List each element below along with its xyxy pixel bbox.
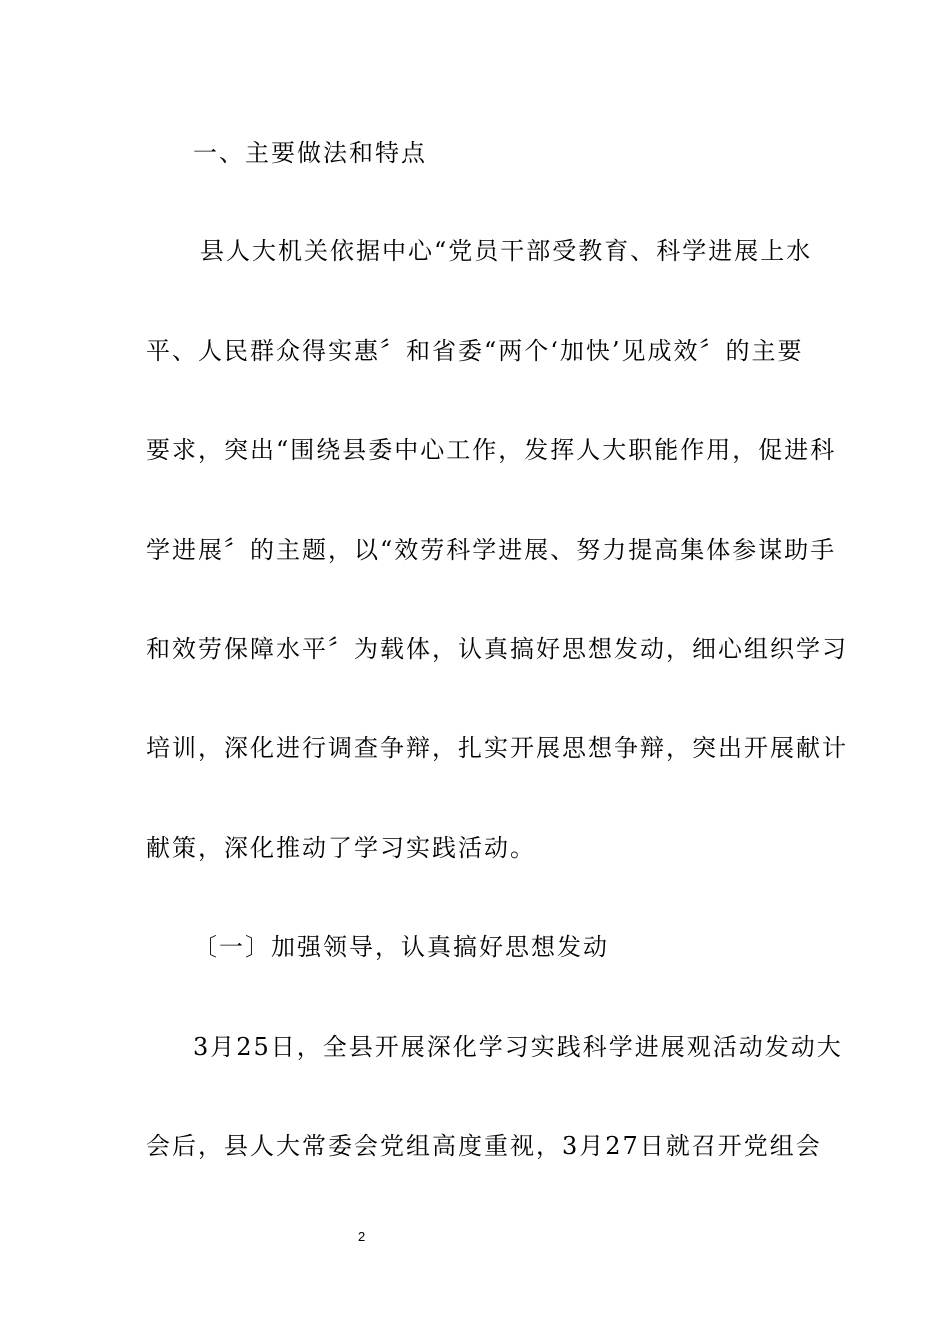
paragraph-line: 培训，深化进行调查争辩，扎实开展思想争辩，突出开展献计 xyxy=(146,734,848,762)
paragraph-line: 会后，县人大常委会党组高度重视，3月27日就召开党组会 xyxy=(146,1132,822,1160)
paragraph-line: 平、人民群众得实惠〞和省委“两个‘加快’见成效〞的主要 xyxy=(146,337,804,365)
paragraph-line: 和效劳保障水平〞为载体，认真搞好思想发动，细心组织学习 xyxy=(146,635,848,663)
subsection-heading: 〔一〕加强领导，认真搞好思想发动 xyxy=(193,933,609,961)
page-number: 2 xyxy=(358,1229,366,1244)
paragraph-line: 要求，突出“围绕县委中心工作，发挥人大职能作用，促进科 xyxy=(146,436,837,464)
paragraph-line: 3月25日，全县开展深化学习实践科学进展观活动发动大 xyxy=(193,1033,843,1061)
paragraph-line: 学进展〞的主题，以“效劳科学进展、努力提高集体参谋助手 xyxy=(146,536,837,564)
paragraph-line: 献策，深化推动了学习实践活动。 xyxy=(146,834,536,862)
paragraph-line: 县人大机关依据中心“党员干部受教育、科学进展上水 xyxy=(200,237,813,265)
section-heading: 一、主要做法和特点 xyxy=(193,139,427,167)
